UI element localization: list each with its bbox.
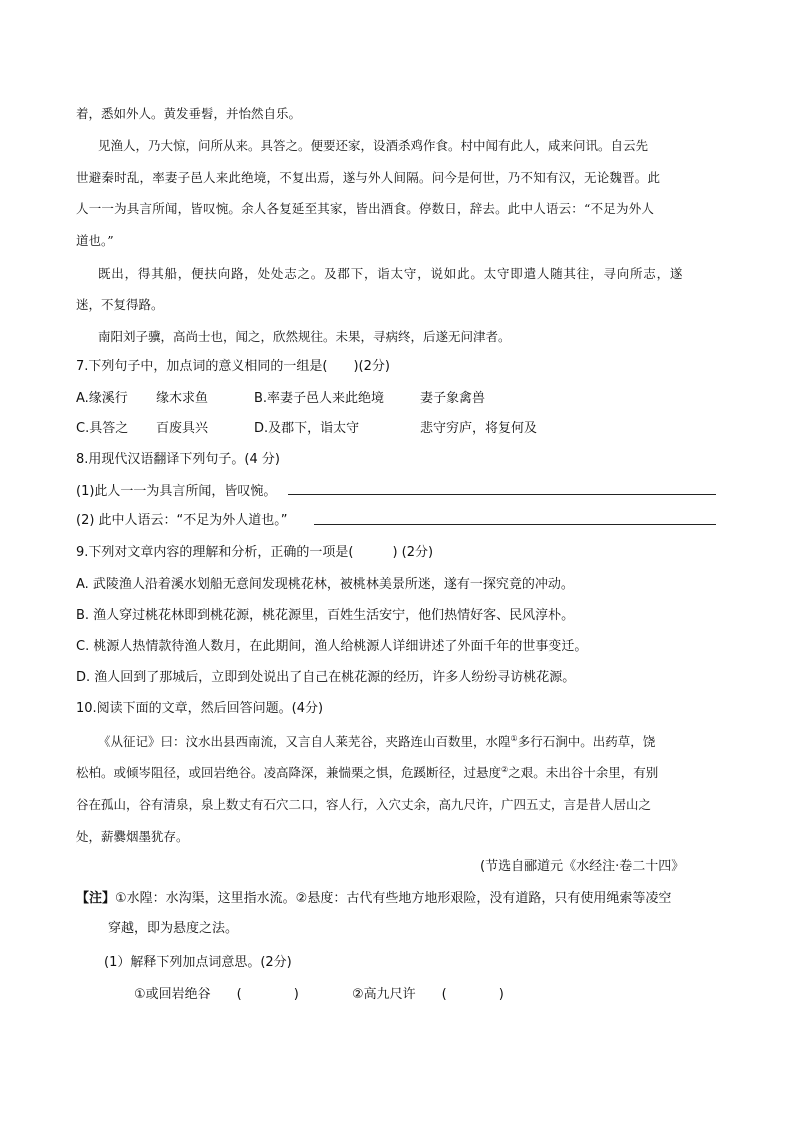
- annotation-text: ①水隍：水沟渠，这里指水流。②悬度：古代有些地方地形艰险，没有道路，只有使用绳索等凌空: [115, 891, 672, 906]
- q9-option-b: B. 渔人穿过桃花林即到桃花源，桃花源里，百姓生活安宁，他们热情好客、民风淳朴。: [76, 608, 575, 623]
- passage-line: 着，悉如外人。黄发垂髫，并怡然自乐。: [76, 106, 302, 121]
- q7-option-b-label: B.率妻子邑人来此绝境: [254, 391, 385, 406]
- q10-sub-question-1: (1）解释下列加点词意思。(2分): [104, 955, 292, 970]
- annotation-label: 【注】: [76, 891, 116, 906]
- q10-sub1-item-1: ①或回岩绝谷 ( ): [134, 987, 299, 1002]
- passage-text: 见渔人，乃大惊，问所从来。具答之。便要还家，设酒杀鸡作食。村中闻有此人，咸来问讯。自云先: [98, 138, 649, 153]
- passage-paragraph-line: [98, 138, 722, 154]
- q10-text-line: [76, 765, 658, 781]
- footnote-marker-1: ①: [510, 733, 518, 743]
- q7-option-d-label: D.及郡下，诣太守: [254, 421, 360, 436]
- q10-text: 之艰。未出谷十余里，有别: [508, 765, 659, 780]
- q10-annotation-line: [76, 891, 671, 907]
- q10-text: 多行石涧中。出药草，饶: [517, 734, 656, 749]
- passage-line: 迷，不复得路。: [76, 297, 164, 312]
- q7-option-d-pair: 悲守穷庐，将复何及: [420, 421, 538, 436]
- q8-item-1: (1)此人一一为具言所闻，皆叹惋。: [76, 484, 277, 499]
- q8-item-2: (2) 此中人语云：“不足为外人道也。”: [76, 513, 288, 528]
- q10-source: (节选自郦道元《水经注·卷二十四》: [480, 859, 685, 874]
- q9-stem: 9.下列对文章内容的理解和分析，正确的一项是( ) (2分): [76, 545, 434, 560]
- q10-text: 《从征记》曰：汶水出县西南流，又言自人莱芜谷，夹路连山百数里，水隍: [98, 734, 511, 749]
- q10-sub1-item-2: ②高九尺许 ( ): [352, 987, 504, 1002]
- q7-option-b-pair: 妻子象禽兽: [420, 391, 486, 406]
- passage-line: 南阳刘子骥，高尚士也，闻之，欣然规往。未果，寻病终，后遂无问津者。: [98, 329, 511, 344]
- q8-stem: 8.用现代汉语翻译下列句子。(4 分): [76, 452, 280, 467]
- q10-stem: 10.阅读下面的文章，然后回答问题。(4分): [76, 701, 324, 716]
- q8-answer-line-2[interactable]: [314, 524, 716, 525]
- q7-option-a-pair: 缘木求鱼: [156, 391, 209, 406]
- q10-text-line: 处，薪爨烟墨犹存。: [76, 829, 189, 844]
- passage-line: 世避秦时乱，率妻子邑人来此绝境，不复出焉，遂与外人间隔。问今是何世，乃不知有汉，无论魏晋。此: [76, 170, 661, 185]
- q10-text-line: 谷在孤山，谷有清泉，泉上数丈有石穴二口，容人行，入穴丈余，高九尺许，广四五丈，言是昔人居山之: [76, 797, 652, 812]
- q10-text-line: [98, 734, 655, 750]
- q9-option-a: A. 武陵渔人沿着溪水划船无意间发现桃花林，被桃林美景所迷，遂有一探究竟的冲动。: [76, 577, 574, 592]
- passage-line: 道也。”: [76, 233, 114, 248]
- q9-option-c: C. 桃源人热情款待渔人数月，在此期间，渔人给桃源人详细讲述了外面千年的世事变迁。: [76, 639, 588, 654]
- q10-annotation-line-2: 穿越，即为悬度之法。: [108, 921, 239, 936]
- q7-option-c-pair: 百废具兴: [156, 421, 209, 436]
- q9-option-d: D. 渔人回到了那城后，立即到处说出了自己在桃花源的经历，许多人纷纷寻访桃花源。: [76, 670, 576, 685]
- q7-option-c-label: C.具答之: [76, 421, 129, 436]
- q7-option-a-label: A.缘溪行: [76, 391, 128, 406]
- passage-line: 既出，得其船，便扶向路，处处志之。及郡下，诣太守，说如此。太守即遣人随其往，寻向所志，遂: [98, 266, 684, 281]
- q7-stem: 7.下列句子中，加点词的意义相同的一组是( )(2分): [76, 359, 390, 374]
- passage-line: 人一一为具言所闻，皆叹惋。余人各复延至其家，皆出酒食。停数日，辞去。此中人语云：“不足为外人: [76, 201, 655, 216]
- q10-text: 松柏。或倾岑阻径，或回岩绝谷。凌高降深，兼惴栗之惧，危蹊断径，过悬度: [76, 765, 502, 780]
- q8-answer-line-1[interactable]: [288, 494, 716, 495]
- footnote-marker-2: ②: [501, 764, 509, 774]
